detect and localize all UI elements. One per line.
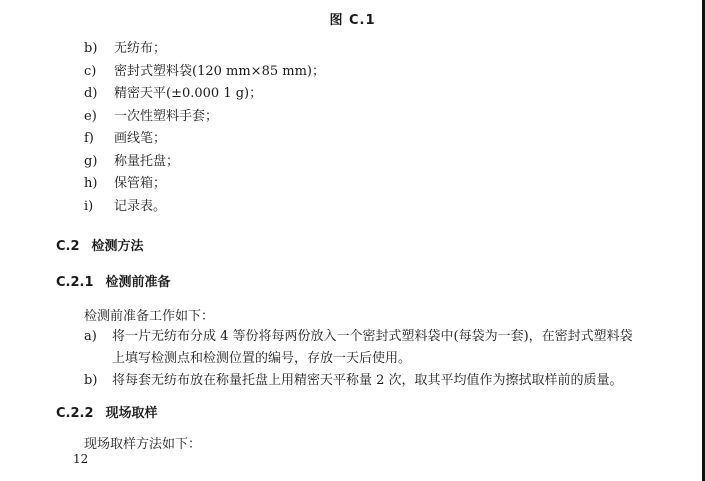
list-marker: g) — [84, 153, 98, 169]
list-item-b — [84, 369, 623, 388]
section-heading-c22 — [56, 402, 158, 421]
section-number: C.2.2 — [56, 406, 94, 421]
list-item — [84, 196, 325, 219]
list-marker: h) — [84, 176, 98, 191]
list-item — [84, 106, 325, 129]
list-item-text: 将一片无纺布分成 4 等份将每两份放入一个密封式塑料袋中(每袋为一套)，在密封式塑料袋 — [112, 329, 633, 344]
list-marker: e) — [84, 108, 97, 124]
list-marker: f) — [84, 131, 94, 146]
list-item-text: 一次性塑料手套； — [114, 108, 219, 124]
list-item — [84, 61, 325, 84]
list-item-text: 称量托盘； — [114, 153, 180, 169]
list-item-text: 密封式塑料袋(120 mm×85 mm)； — [114, 63, 325, 79]
list-item — [84, 173, 325, 196]
list-item-a — [84, 325, 633, 344]
page-number: 12 — [73, 452, 89, 466]
list-item-a-continuation: 上填写检测点和检测位置的编号，存放一天后使用。 — [112, 351, 412, 366]
list-marker: a) — [84, 329, 97, 344]
list-marker: d) — [84, 86, 98, 101]
list-item — [84, 128, 325, 151]
list-item-text: 将每套无纺布放在称量托盘上用精密天平称量 2 次，取其平均值作为擦拭取样前的质量。 — [112, 373, 623, 388]
section-heading-c2 — [56, 235, 144, 254]
list-item-text: 精密天平(±0.000 1 g)； — [114, 86, 263, 101]
list-item — [84, 38, 325, 61]
list-marker: c) — [84, 63, 97, 79]
paragraph-intro-c21: 检测前准备工作如下： — [84, 309, 215, 324]
section-title: 检测前准备 — [105, 275, 171, 290]
list-item — [84, 151, 325, 174]
paragraph-intro-c22: 现场取样方法如下： — [84, 437, 202, 452]
list-item-text: 保管箱； — [114, 176, 167, 191]
list-marker: b) — [84, 373, 98, 388]
section-title: 现场取样 — [105, 406, 158, 421]
list-item-text: 无纺布； — [114, 41, 167, 56]
list-item-text: 记录表。 — [114, 198, 167, 214]
section-number: C.2 — [56, 239, 80, 254]
list-marker: i) — [84, 198, 94, 214]
figure-caption: 图 C.1 — [329, 13, 376, 28]
list-item-text: 画线笔； — [114, 131, 167, 146]
list-item — [84, 83, 325, 106]
section-title: 检测方法 — [91, 239, 144, 254]
section-number: C.2.1 — [56, 275, 94, 290]
section-heading-c21 — [56, 271, 171, 290]
list-marker: b) — [84, 41, 98, 56]
materials-list — [84, 38, 325, 218]
